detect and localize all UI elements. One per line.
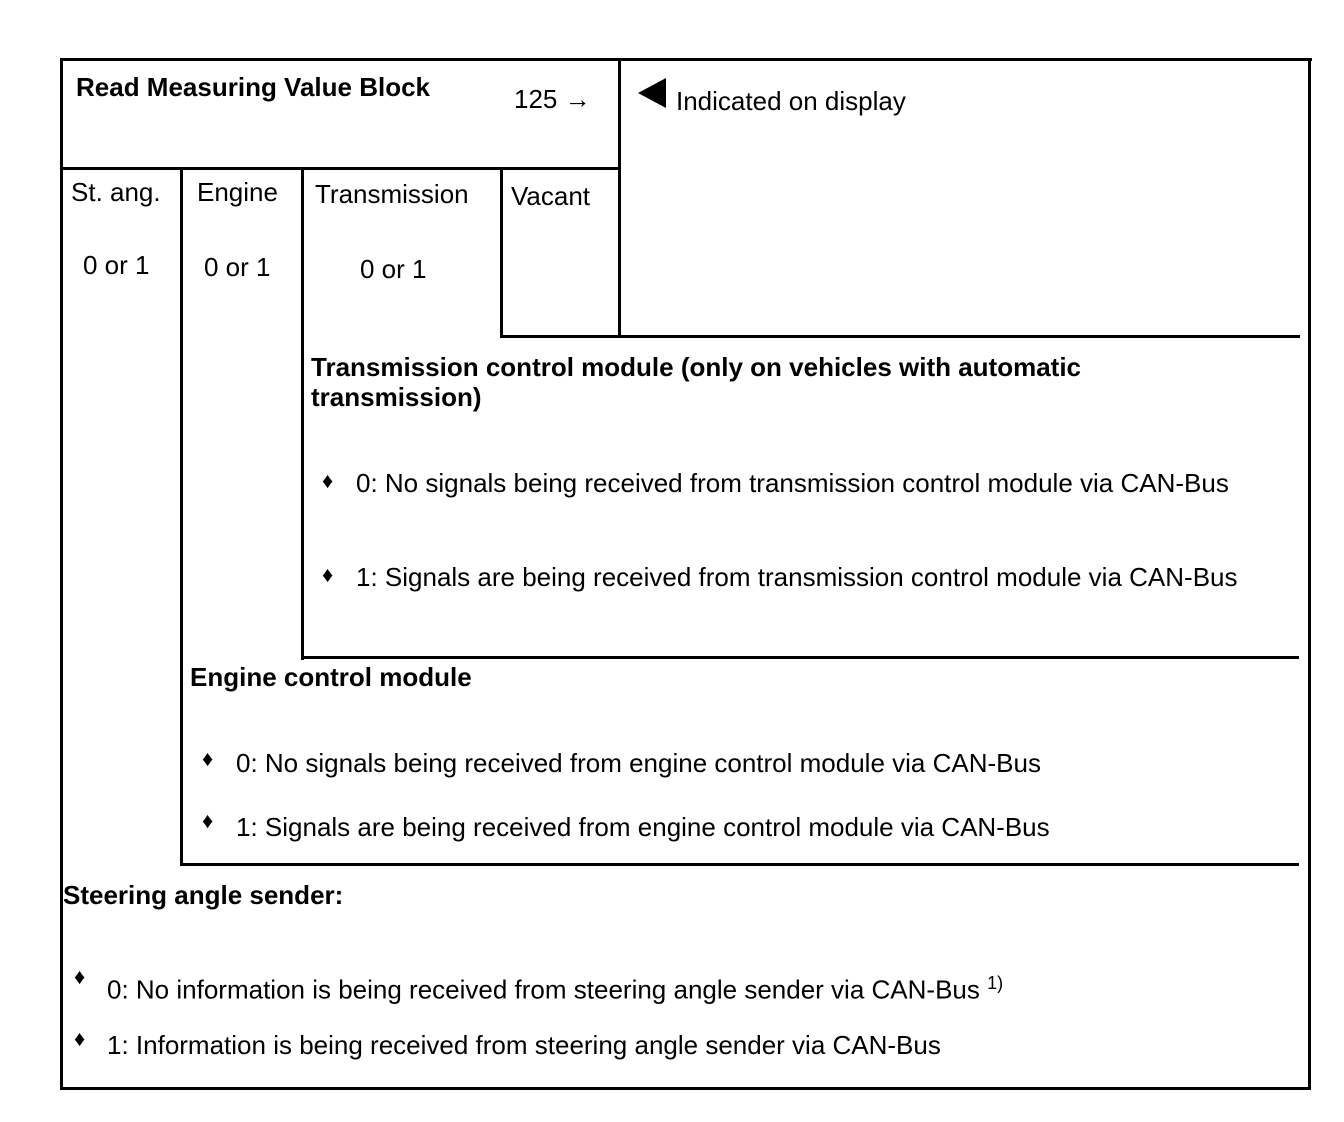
page-title: Read Measuring Value Block: [76, 72, 431, 102]
value-row-bottom-line: [500, 335, 1300, 338]
engine-section-bottom-line: [180, 863, 1299, 866]
column-value-transmission: 0 or 1: [360, 254, 427, 284]
outer-top-border: [60, 58, 1312, 61]
transmission-heading: Transmission control module (only on vehicles with automatic transmission): [311, 352, 1082, 412]
header-bottom-line: [60, 167, 620, 170]
col-divider-engine: [301, 167, 304, 660]
steering-item-0-text: 0: No information is being received from steering angle sender via CAN-Bus: [107, 974, 980, 1005]
column-value-stang: 0 or 1: [83, 250, 150, 280]
engine-heading: Engine control module: [190, 662, 472, 692]
column-label-transmission: Transmission: [315, 179, 469, 209]
steering-item-0: [107, 968, 1003, 1005]
transmission-section-bottom-line: [301, 656, 1299, 659]
arrow-left-icon: [638, 78, 666, 108]
col-divider-stang: [180, 167, 183, 865]
steering-heading: Steering angle sender:: [63, 880, 344, 910]
footnote-marker: 1): [987, 973, 1004, 993]
display-note: Indicated on display: [676, 86, 906, 116]
bullet-icon: ♦: [322, 468, 334, 493]
transmission-item-0: 0: No signals being received from transmission control module via CAN-Bus: [356, 468, 1229, 498]
bullet-icon: ♦: [202, 808, 214, 833]
bullet-icon: ♦: [202, 746, 214, 771]
transmission-item-1: 1: Signals are being received from transmission control module via CAN-Bus: [356, 562, 1238, 592]
bullet-icon: ♦: [322, 562, 334, 587]
outer-bottom-border: [60, 1087, 1311, 1090]
arrow-right-icon: →: [564, 84, 591, 114]
bullet-icon: ♦: [74, 964, 86, 989]
engine-item-0: 0: No signals being received from engine control module via CAN-Bus: [236, 748, 1041, 778]
column-label-engine: Engine: [197, 177, 278, 207]
block-number: [514, 84, 591, 114]
outer-left-border: [60, 58, 63, 1090]
column-label-stang: St. ang.: [71, 177, 161, 207]
steering-item-1: 1: Information is being received from steering angle sender via CAN-Bus: [107, 1030, 941, 1060]
engine-item-1: 1: Signals are being received from engine control module via CAN-Bus: [236, 812, 1050, 842]
column-value-engine: 0 or 1: [204, 252, 271, 282]
bullet-icon: ♦: [74, 1026, 86, 1051]
header-divider: [618, 58, 621, 338]
column-label-vacant: Vacant: [511, 181, 591, 211]
outer-right-border: [1308, 58, 1311, 1090]
block-number-value: 125: [514, 84, 558, 114]
col-divider-transmission: [500, 167, 503, 338]
